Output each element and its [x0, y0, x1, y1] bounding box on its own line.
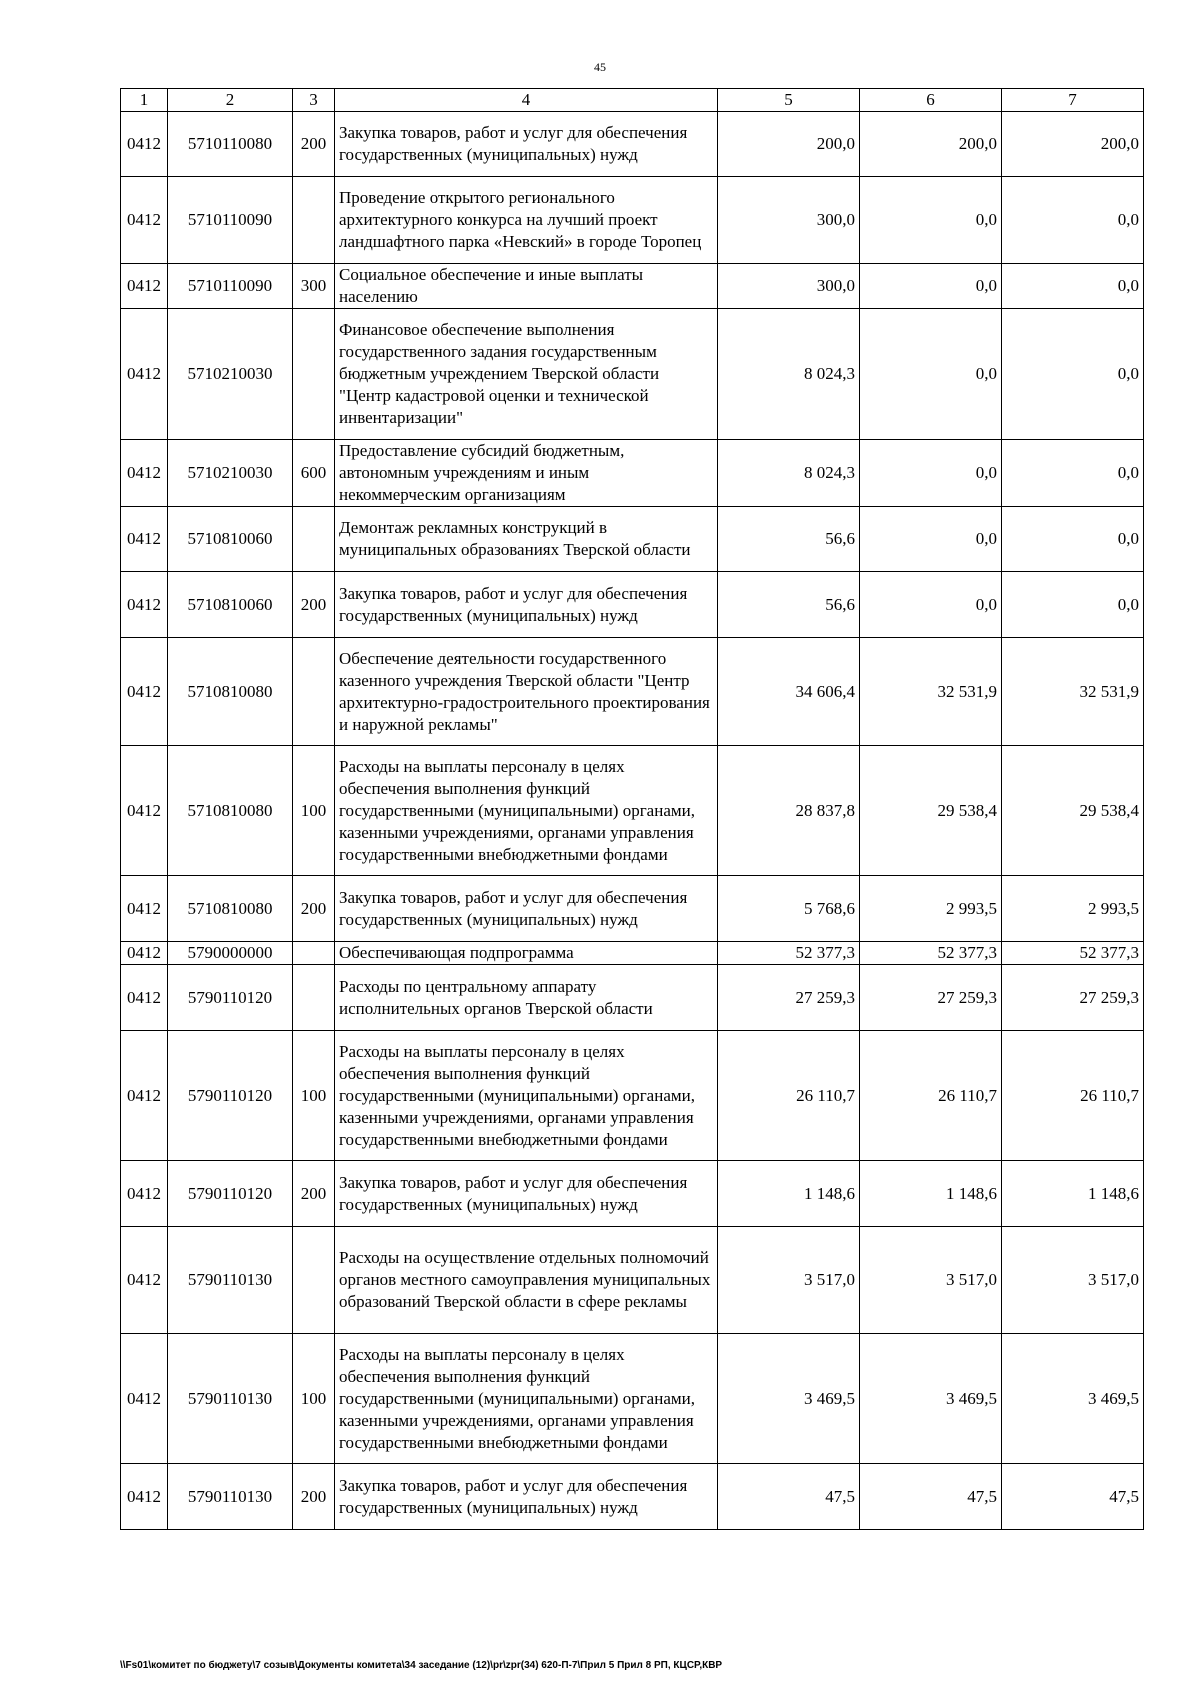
- value-col5-cell: 300,0: [718, 177, 860, 264]
- expense-type-cell: 200: [293, 1464, 335, 1530]
- header-cell: 4: [335, 89, 718, 112]
- table-row: [121, 440, 1144, 507]
- section-cell: 0412: [121, 965, 168, 1031]
- header-cell: 5: [718, 89, 860, 112]
- value-col5-cell: 8 024,3: [718, 309, 860, 440]
- header-cell: 7: [1002, 89, 1144, 112]
- table-row: [121, 1464, 1144, 1530]
- section-cell: 0412: [121, 1334, 168, 1464]
- code-cell: 5710810080: [168, 746, 293, 876]
- name-cell: Проведение открытого регионального архитектурного конкурса на лучший проект ландшафтного парка «Невский» в городе Торопец: [335, 177, 718, 264]
- value-col5-cell: 3 469,5: [718, 1334, 860, 1464]
- code-cell: 5710110080: [168, 112, 293, 177]
- value-col6-cell: 3 469,5: [860, 1334, 1002, 1464]
- name-cell: Обеспечивающая подпрограмма: [335, 942, 718, 965]
- code-cell: 5790110120: [168, 1031, 293, 1161]
- name-cell: Социальное обеспечение и иные выплаты населению: [335, 264, 718, 309]
- code-cell: 5710210030: [168, 309, 293, 440]
- value-col5-cell: 56,6: [718, 572, 860, 638]
- code-cell: 5710810080: [168, 638, 293, 746]
- value-col7-cell: 52 377,3: [1002, 942, 1144, 965]
- value-col7-cell: 27 259,3: [1002, 965, 1144, 1031]
- value-col7-cell: 1 148,6: [1002, 1161, 1144, 1227]
- expense-type-cell: 200: [293, 572, 335, 638]
- table-row: [121, 177, 1144, 264]
- name-cell: Расходы по центральному аппарату исполнительных органов Тверской области: [335, 965, 718, 1031]
- value-col5-cell: 27 259,3: [718, 965, 860, 1031]
- section-cell: 0412: [121, 572, 168, 638]
- name-cell: Предоставление субсидий бюджетным, автономным учреждениям и иным некоммерческим организациям: [335, 440, 718, 507]
- value-col6-cell: 3 517,0: [860, 1227, 1002, 1334]
- name-cell: Расходы на выплаты персоналу в целях обеспечения выполнения функций государственными (муниципальными) органами, казенными учреждениями, органами управления государственными внебюджетными фондами: [335, 746, 718, 876]
- value-col6-cell: 200,0: [860, 112, 1002, 177]
- value-col6-cell: 27 259,3: [860, 965, 1002, 1031]
- code-cell: 5710110090: [168, 264, 293, 309]
- name-cell: Расходы на осуществление отдельных полномочий органов местного самоуправления муниципальных образований Тверской области в сфере рекламы: [335, 1227, 718, 1334]
- table-row: [121, 309, 1144, 440]
- code-cell: 5790110130: [168, 1227, 293, 1334]
- value-col7-cell: 3 517,0: [1002, 1227, 1144, 1334]
- value-col7-cell: 32 531,9: [1002, 638, 1144, 746]
- table-body: [121, 112, 1144, 1530]
- header-cell: 1: [121, 89, 168, 112]
- code-cell: 5710810080: [168, 876, 293, 942]
- code-cell: 5710210030: [168, 440, 293, 507]
- code-cell: 5710110090: [168, 177, 293, 264]
- name-cell: Расходы на выплаты персоналу в целях обеспечения выполнения функций государственными (муниципальными) органами, казенными учреждениями, органами управления государственными внебюджетными фондами: [335, 1031, 718, 1161]
- value-col5-cell: 26 110,7: [718, 1031, 860, 1161]
- header-cell: 3: [293, 89, 335, 112]
- header-cell: 6: [860, 89, 1002, 112]
- value-col6-cell: 0,0: [860, 309, 1002, 440]
- section-cell: 0412: [121, 440, 168, 507]
- expense-type-cell: [293, 638, 335, 746]
- table-row: [121, 1161, 1144, 1227]
- value-col7-cell: 3 469,5: [1002, 1334, 1144, 1464]
- table-row: [121, 1031, 1144, 1161]
- value-col5-cell: 52 377,3: [718, 942, 860, 965]
- section-cell: 0412: [121, 264, 168, 309]
- section-cell: 0412: [121, 1031, 168, 1161]
- name-cell: Финансовое обеспечение выполнения государственного задания государственным бюджетным учреждением Тверской области "Центр кадастровой оценки и технической инвентаризации": [335, 309, 718, 440]
- value-col6-cell: 52 377,3: [860, 942, 1002, 965]
- section-cell: 0412: [121, 309, 168, 440]
- value-col6-cell: 32 531,9: [860, 638, 1002, 746]
- name-cell: Закупка товаров, работ и услуг для обеспечения государственных (муниципальных) нужд: [335, 876, 718, 942]
- expense-type-cell: 200: [293, 876, 335, 942]
- section-cell: 0412: [121, 942, 168, 965]
- section-cell: 0412: [121, 1227, 168, 1334]
- value-col7-cell: 0,0: [1002, 440, 1144, 507]
- section-cell: 0412: [121, 112, 168, 177]
- value-col6-cell: 29 538,4: [860, 746, 1002, 876]
- table-row: [121, 507, 1144, 572]
- value-col7-cell: 0,0: [1002, 177, 1144, 264]
- value-col6-cell: 47,5: [860, 1464, 1002, 1530]
- section-cell: 0412: [121, 177, 168, 264]
- table-row: [121, 112, 1144, 177]
- value-col7-cell: 0,0: [1002, 507, 1144, 572]
- name-cell: Закупка товаров, работ и услуг для обеспечения государственных (муниципальных) нужд: [335, 1161, 718, 1227]
- value-col5-cell: 200,0: [718, 112, 860, 177]
- value-col5-cell: 28 837,8: [718, 746, 860, 876]
- value-col5-cell: 56,6: [718, 507, 860, 572]
- code-cell: 5790110130: [168, 1334, 293, 1464]
- expense-type-cell: 200: [293, 112, 335, 177]
- section-cell: 0412: [121, 876, 168, 942]
- value-col5-cell: 300,0: [718, 264, 860, 309]
- budget-table: [120, 88, 1144, 1530]
- expense-type-cell: 200: [293, 1161, 335, 1227]
- code-cell: 5710810060: [168, 507, 293, 572]
- value-col5-cell: 47,5: [718, 1464, 860, 1530]
- name-cell: Расходы на выплаты персоналу в целях обеспечения выполнения функций государственными (муниципальными) органами, казенными учреждениями, органами управления государственными внебюджетными фондами: [335, 1334, 718, 1464]
- section-cell: 0412: [121, 638, 168, 746]
- section-cell: 0412: [121, 507, 168, 572]
- expense-type-cell: 300: [293, 264, 335, 309]
- name-cell: Закупка товаров, работ и услуг для обеспечения государственных (муниципальных) нужд: [335, 112, 718, 177]
- value-col6-cell: 26 110,7: [860, 1031, 1002, 1161]
- code-cell: 5790000000: [168, 942, 293, 965]
- value-col7-cell: 200,0: [1002, 112, 1144, 177]
- table-row: [121, 1334, 1144, 1464]
- value-col5-cell: 3 517,0: [718, 1227, 860, 1334]
- section-cell: 0412: [121, 1464, 168, 1530]
- value-col7-cell: 0,0: [1002, 309, 1144, 440]
- section-cell: 0412: [121, 1161, 168, 1227]
- code-cell: 5790110130: [168, 1464, 293, 1530]
- value-col7-cell: 2 993,5: [1002, 876, 1144, 942]
- value-col6-cell: 1 148,6: [860, 1161, 1002, 1227]
- name-cell: Обеспечение деятельности государственного казенного учреждения Тверской области "Центр архитектурно-градостроительного проектирования и наружной рекламы": [335, 638, 718, 746]
- value-col6-cell: 0,0: [860, 572, 1002, 638]
- expense-type-cell: [293, 942, 335, 965]
- code-cell: 5790110120: [168, 965, 293, 1031]
- value-col6-cell: 0,0: [860, 264, 1002, 309]
- value-col7-cell: 47,5: [1002, 1464, 1144, 1530]
- expense-type-cell: 100: [293, 746, 335, 876]
- expense-type-cell: 600: [293, 440, 335, 507]
- value-col6-cell: 0,0: [860, 507, 1002, 572]
- table-row: [121, 746, 1144, 876]
- value-col7-cell: 29 538,4: [1002, 746, 1144, 876]
- name-cell: Закупка товаров, работ и услуг для обеспечения государственных (муниципальных) нужд: [335, 1464, 718, 1530]
- header-cell: 2: [168, 89, 293, 112]
- table-row: [121, 1227, 1144, 1334]
- section-cell: 0412: [121, 746, 168, 876]
- expense-type-cell: [293, 965, 335, 1031]
- table-row: [121, 965, 1144, 1031]
- expense-type-cell: [293, 507, 335, 572]
- value-col6-cell: 2 993,5: [860, 876, 1002, 942]
- table-row: [121, 264, 1144, 309]
- name-cell: Демонтаж рекламных конструкций в муниципальных образованиях Тверской области: [335, 507, 718, 572]
- table-row: [121, 572, 1144, 638]
- table-row: [121, 942, 1144, 965]
- value-col7-cell: 0,0: [1002, 264, 1144, 309]
- expense-type-cell: [293, 309, 335, 440]
- header-row: [121, 89, 1144, 112]
- value-col5-cell: 5 768,6: [718, 876, 860, 942]
- value-col6-cell: 0,0: [860, 177, 1002, 264]
- expense-type-cell: 100: [293, 1031, 335, 1161]
- value-col5-cell: 34 606,4: [718, 638, 860, 746]
- table-row: [121, 638, 1144, 746]
- code-cell: 5790110120: [168, 1161, 293, 1227]
- footer-file-path: \\Fs01\комитет по бюджету\7 созыв\Документы комитета\34 заседание (12)\pr\zpr(34) 620-П-7\Прил 5 Прил 8 РП, КЦСР,КВР: [120, 1660, 723, 1671]
- expense-type-cell: 100: [293, 1334, 335, 1464]
- value-col7-cell: 26 110,7: [1002, 1031, 1144, 1161]
- expense-type-cell: [293, 1227, 335, 1334]
- page-number: 45: [594, 60, 606, 74]
- value-col6-cell: 0,0: [860, 440, 1002, 507]
- value-col7-cell: 0,0: [1002, 572, 1144, 638]
- name-cell: Закупка товаров, работ и услуг для обеспечения государственных (муниципальных) нужд: [335, 572, 718, 638]
- value-col5-cell: 8 024,3: [718, 440, 860, 507]
- table-row: [121, 876, 1144, 942]
- code-cell: 5710810060: [168, 572, 293, 638]
- expense-type-cell: [293, 177, 335, 264]
- value-col5-cell: 1 148,6: [718, 1161, 860, 1227]
